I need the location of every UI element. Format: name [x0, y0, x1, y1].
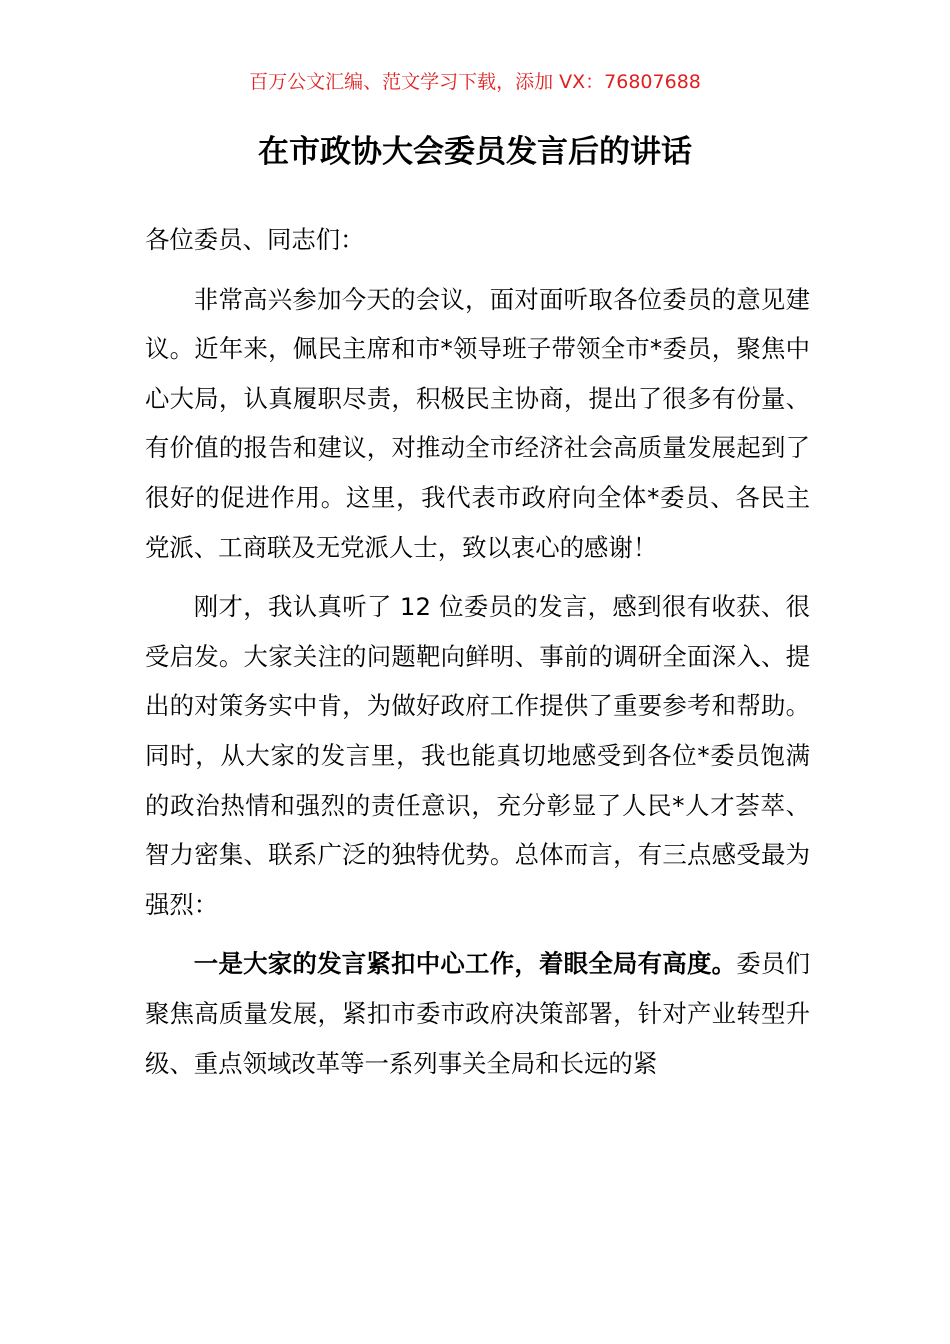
salutation: 各位委员、同志们：: [145, 225, 365, 254]
paragraph-2: [145, 582, 810, 929]
paragraph-3-text: 委员们聚焦高质量发展，紧扣市委市政府决策部署，针对产业转型升级、重点领域改革等一系列事关全局和长远的紧: [145, 949, 810, 1078]
document-body: [145, 215, 810, 1098]
paragraph-1: [145, 275, 810, 573]
paragraph-2-text: 刚才，我认真听了 12 位委员的发言，感到很有收获、很受启发。大家关注的问题靶向鲜明、事前的调研全面深入、提出的对策务实中肯，为做好政府工作提供了重要参考和帮助。同时，从大家的发言里，我也能真切地感受到各位*委员饱满的政治热情和强烈的责任意识，充分彰显了人民*人才荟萃、智力密集、联系广泛的独特优势。总体而言，有三点感受最为强烈：: [145, 592, 810, 919]
document-title: 在市政协大会委员发言后的讲话: [258, 134, 692, 170]
paragraph-3-lead: 一是大家的发言紧扣中心工作，着眼全局有高度。: [193, 949, 737, 979]
paragraph-3: [145, 939, 810, 1088]
paragraph-1-text: 非常高兴参加今天的会议，面对面听取各位委员的意见建议。近年来，佩民主席和市*领导班子带领全市*委员，聚焦中心大局，认真履职尽责，积极民主协商，提出了很多有份量、有价值的报告和建议，对推动全市经济社会高质量发展起到了很好的促进作用。这里，我代表市政府向全体*委员、各民主党派、工商联及无党派人士，致以衷心的感谢！: [145, 284, 810, 562]
header-note: 百万公文汇编、范文学习下载，添加 VX：76807688: [249, 71, 701, 93]
